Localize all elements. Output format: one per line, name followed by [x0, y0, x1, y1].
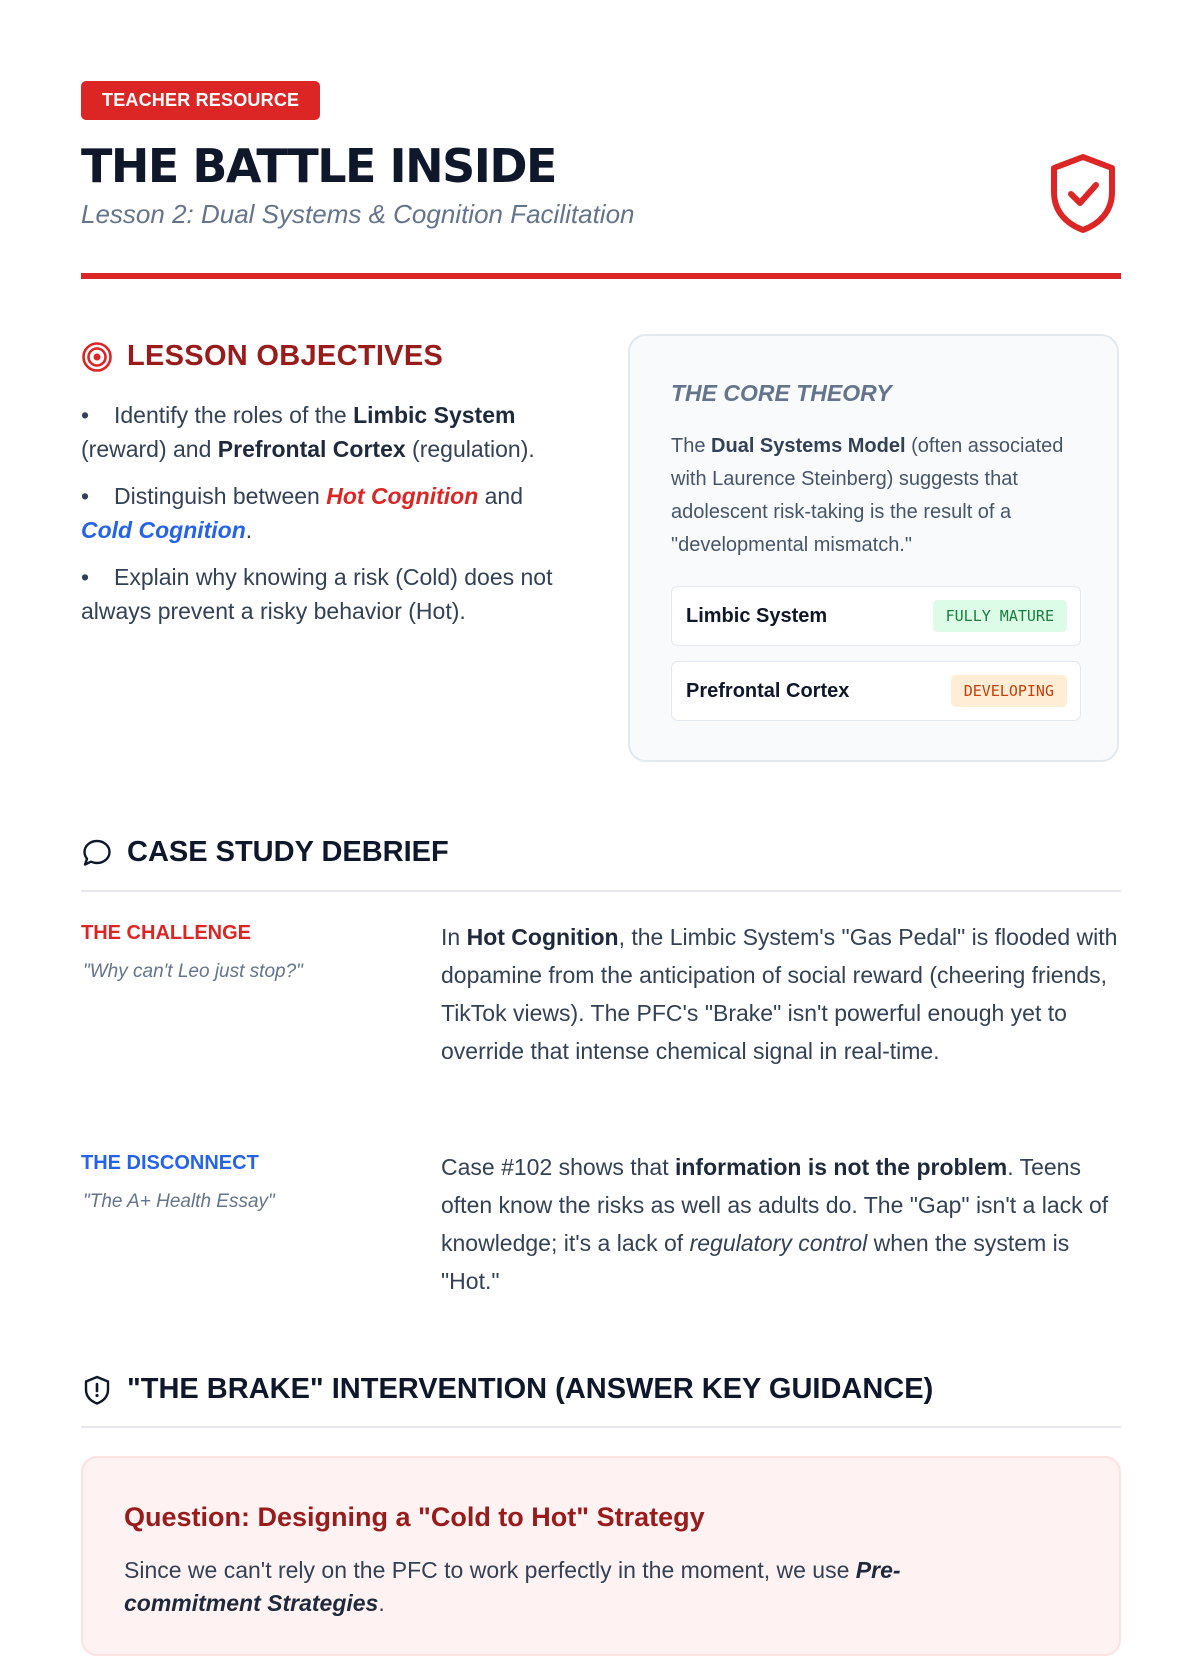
- intervention-heading-text: "THE BRAKE" INTERVENTION (ANSWER KEY GUIDANCE): [127, 1373, 934, 1405]
- row-label: Prefrontal Cortex: [686, 680, 850, 702]
- target-icon: [81, 341, 113, 373]
- status-badge: DEVELOPING: [951, 675, 1067, 707]
- case-study-heading: [81, 836, 449, 869]
- question-card: [81, 1456, 1121, 1656]
- core-theory-card: [628, 334, 1119, 762]
- challenge-text: In Hot Cognition, the Limbic System's "Gas Pedal" is flooded with dopamine from the anticipation of social reward (cheering friends, TikTok views). The PFC's "Brake" isn't powerful enough yet to override that intense chemical signal in real-time.: [441, 924, 1118, 1064]
- chat-bubble-icon: [81, 837, 113, 869]
- disconnect-label: THE DISCONNECT: [81, 1152, 259, 1174]
- core-theory-text: The Dual Systems Model (often associated with Laurence Steinberg) suggests that adolescent risk-taking is the result of a "developmental mismatch.": [671, 435, 1064, 556]
- question-title: Question: Designing a "Cold to Hot" Strategy: [124, 1502, 705, 1532]
- objective-item: • Explain why knowing a risk (Cold) does not always prevent a risky behavior (Hot).: [81, 564, 553, 624]
- objectives-heading-text: LESSON OBJECTIVES: [127, 340, 444, 372]
- disconnect-text: Case #102 shows that information is not the problem. Teens often know the risks as well as adults do. The "Gap" isn't a lack of knowledge; it's a lack of regulatory control when the system is "Hot.": [441, 1154, 1109, 1294]
- objectives-heading: [81, 340, 443, 373]
- section-divider: [81, 1426, 1121, 1428]
- objective-item: • Identify the roles of the Limbic System (reward) and Prefrontal Cortex (regulation).: [81, 402, 535, 462]
- row-label: Limbic System: [686, 605, 828, 627]
- challenge-quote: "Why can't Leo just stop?": [83, 961, 303, 982]
- cold-cognition-term: Cold Cognition: [81, 517, 246, 543]
- core-theory-heading: THE CORE THEORY: [671, 380, 892, 406]
- status-badge: FULLY MATURE: [933, 600, 1067, 632]
- page-title: THE BATTLE INSIDE: [81, 139, 556, 193]
- shield-check-icon: [1047, 152, 1119, 234]
- objectives-list: [81, 398, 571, 641]
- objective-item: • Distinguish between Hot Cognition and Cold Cognition.: [81, 483, 524, 543]
- header-divider: [81, 273, 1121, 279]
- challenge-label: THE CHALLENGE: [81, 922, 251, 944]
- page-subtitle: Lesson 2: Dual Systems & Cognition Facilitation: [81, 199, 635, 229]
- intervention-heading: [81, 1373, 933, 1406]
- prefrontal-cortex-row: [671, 661, 1081, 721]
- disconnect-quote: "The A+ Health Essay": [83, 1191, 275, 1212]
- question-text: Since we can't rely on the PFC to work perfectly in the moment, we use Pre-commitment Strategies.: [124, 1557, 901, 1616]
- case-study-heading-text: CASE STUDY DEBRIEF: [127, 836, 449, 868]
- teacher-resource-badge: TEACHER RESOURCE: [81, 81, 320, 120]
- section-divider: [81, 890, 1121, 892]
- hot-cognition-term: Hot Cognition: [326, 483, 479, 509]
- shield-alert-icon: [81, 1374, 113, 1406]
- limbic-system-row: [671, 586, 1081, 646]
